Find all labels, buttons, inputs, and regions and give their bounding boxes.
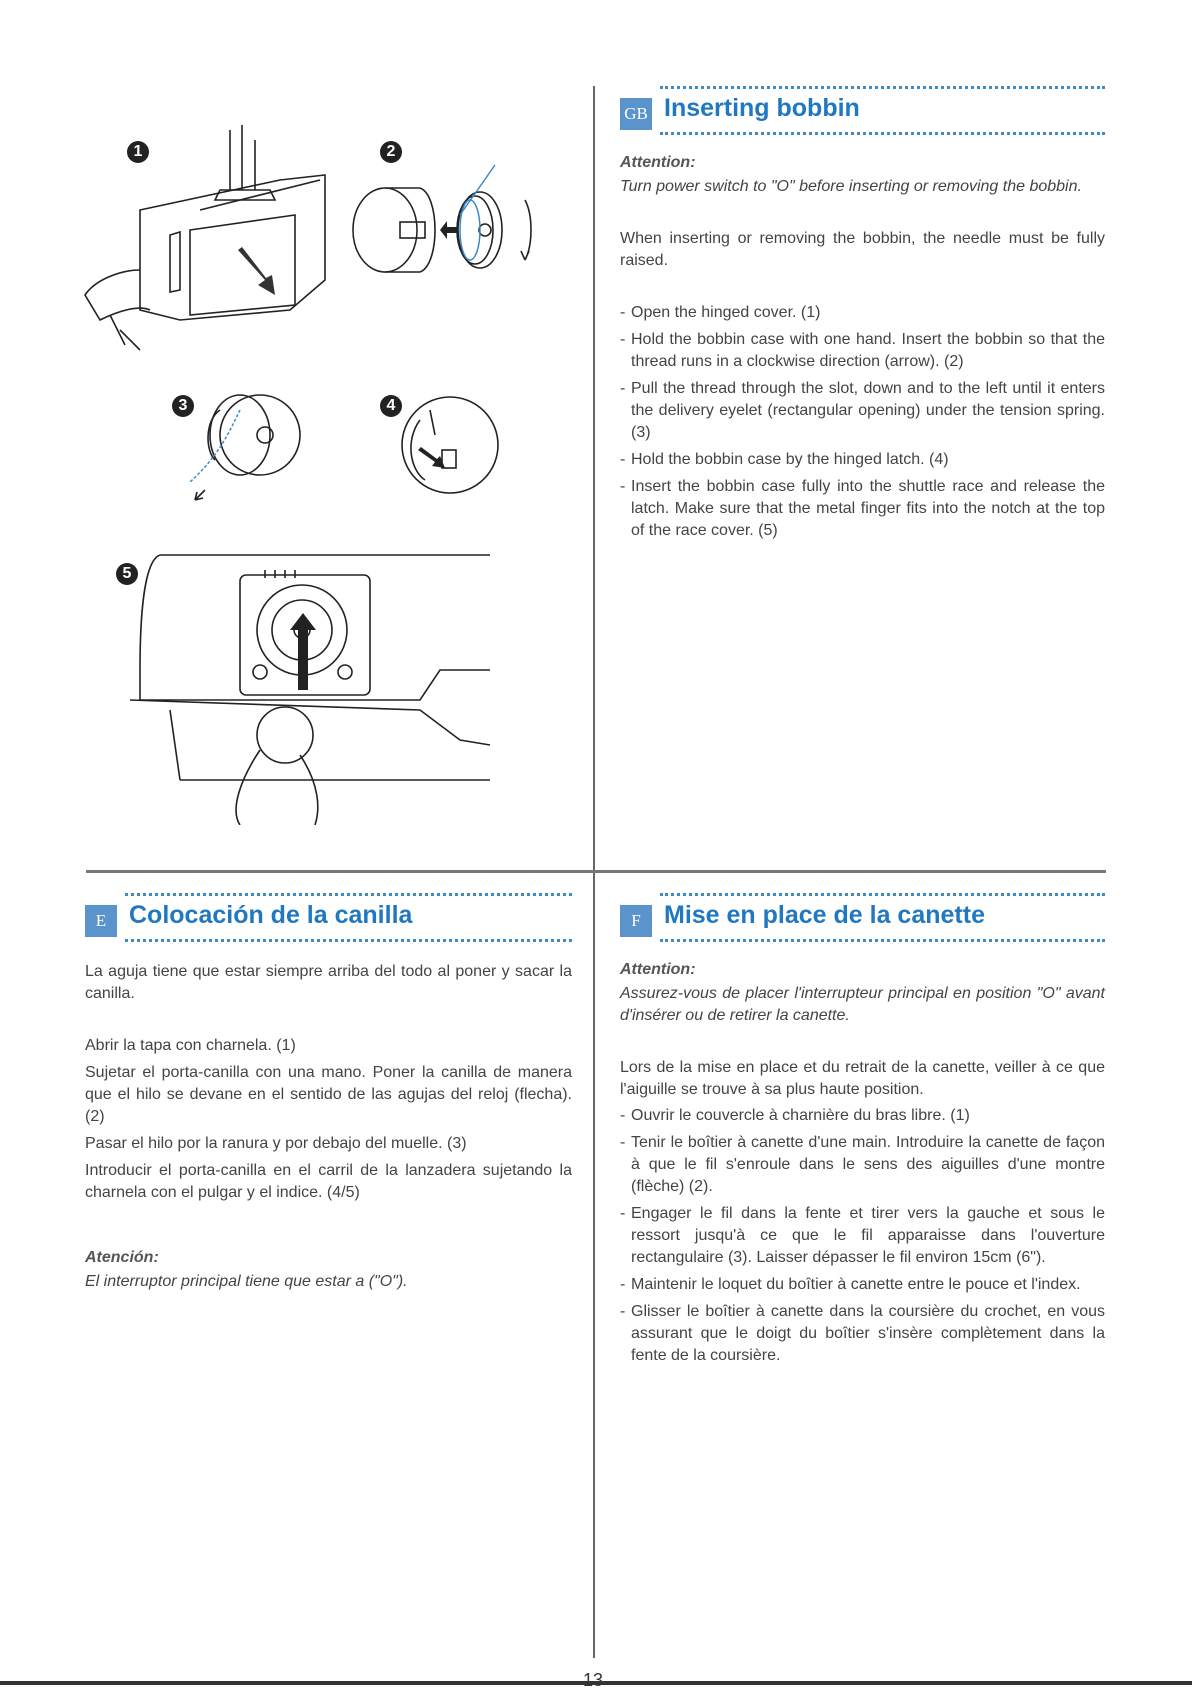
step-item: - Glisser le boîtier à canette dans la coursière du crochet, en vous assurant que le doigt du boîtier s'insère complètement dans la fente de la coursière. (620, 1301, 1105, 1367)
step-item: - Engager le fil dans la fente et tirer vers la gauche et sous le ressort jusqu'à ce que le fil apparaisse dans l'ouverture rectangulaire (3). Laisser dépasser le fil environ 15cm (6"). (620, 1203, 1105, 1269)
section-gb-header (620, 86, 1105, 144)
figure-thread-slot (180, 390, 330, 510)
dotted-rule (660, 132, 1105, 135)
illustration-panel (80, 100, 580, 820)
intro-e: La aguja tiene que estar siempre arriba del todo al poner y sacar la canilla. (85, 963, 572, 1002)
figure-bobbin-into-case (345, 155, 545, 305)
figure-insert-shuttle (120, 550, 540, 825)
attention-text-f: Assurez-vous de placer l'interrupteur principal en position "O" avant d'insérer ou de retirer la canette. (620, 985, 1105, 1024)
step-item: - Ouvrir le couvercle à charnière du bras libre. (1) (620, 1105, 1105, 1127)
step-item: - Tenir le boîtier à canette d'une main. Introduire la canette de façon à que le fil s'enroule dans le sens des aiguilles d'une montre (flèche) (2). (620, 1132, 1105, 1198)
figure-open-cover (80, 120, 340, 370)
step-item: - Pull the thread through the slot, down and to the left until it enters the delivery eyelet (rectangular opening) under the tension spring. (3) (620, 378, 1105, 444)
attention-label-gb: Attention: (620, 154, 696, 171)
section-gb (620, 86, 1105, 547)
dotted-rule (125, 893, 572, 896)
dotted-rule (660, 86, 1105, 89)
dotted-rule (660, 939, 1105, 942)
steps-list-e (85, 1035, 572, 1204)
step-item: - Hold the bobbin case by the hinged latch. (4) (620, 449, 1105, 471)
attention-text-gb: Turn power switch to "O" before inserting or removing the bobbin. (620, 178, 1082, 195)
step-4-marker: 4 (380, 395, 402, 417)
step-item: Sujetar el porta-canilla con una mano. Poner la canilla de manera que el hilo se devane en el sentido de las agujas del reloj (flecha). (2) (85, 1064, 572, 1125)
step-3-marker: 3 (172, 395, 194, 417)
step-item: Introducir el porta-canilla en el carril de la lanzadera sujetando la charnela con el pulgar y el indice. (4/5) (85, 1162, 572, 1201)
step-item: - Maintenir le loquet du boîtier à canette entre le pouce et l'index. (620, 1274, 1105, 1296)
section-title-f: Mise en place de la canette (664, 901, 985, 929)
dotted-rule (660, 893, 1105, 896)
section-e (85, 893, 572, 1293)
step-item: - Insert the bobbin case fully into the shuttle race and release the latch. Make sure that the metal finger fits into the notch at the top of the race cover. (5) (620, 476, 1105, 542)
step-item: Abrir la tapa con charnela. (1) (85, 1037, 296, 1054)
section-e-header (85, 893, 572, 951)
section-title-e: Colocación de la canilla (129, 901, 413, 929)
row-divider (86, 870, 1106, 873)
intro-f: Lors de la mise en place et du retrait de la canette, veiller à ce que l'aiguille se trouve à sa plus haute position. (620, 1059, 1105, 1098)
steps-list-gb (620, 302, 1105, 542)
attention-label-f: Attention: (620, 961, 696, 978)
step-item: - Open the hinged cover. (1) (620, 302, 1105, 324)
page-number: 13 (583, 1670, 604, 1690)
language-badge-f: F (620, 905, 652, 937)
step-5-marker: 5 (116, 563, 138, 585)
dotted-rule (125, 939, 572, 942)
language-badge-e: E (85, 905, 117, 937)
intro-gb: When inserting or removing the bobbin, the needle must be fully raised. (620, 230, 1105, 269)
step-item: Pasar el hilo por la ranura y por debajo del muelle. (3) (85, 1135, 467, 1152)
step-2-marker: 2 (380, 141, 402, 163)
attention-label-e: Atención: (85, 1249, 159, 1266)
section-f (620, 893, 1105, 1372)
language-badge-gb: GB (620, 98, 652, 130)
figure-hold-latch (390, 390, 510, 500)
section-f-header (620, 893, 1105, 951)
steps-list-f (620, 1105, 1105, 1367)
step-1-marker: 1 (127, 141, 149, 163)
step-item: - Hold the bobbin case with one hand. Insert the bobbin so that the thread runs in a clockwise direction (arrow). (2) (620, 329, 1105, 373)
attention-text-e: El interruptor principal tiene que estar a ("O"). (85, 1273, 408, 1290)
section-title-gb: Inserting bobbin (664, 94, 860, 122)
